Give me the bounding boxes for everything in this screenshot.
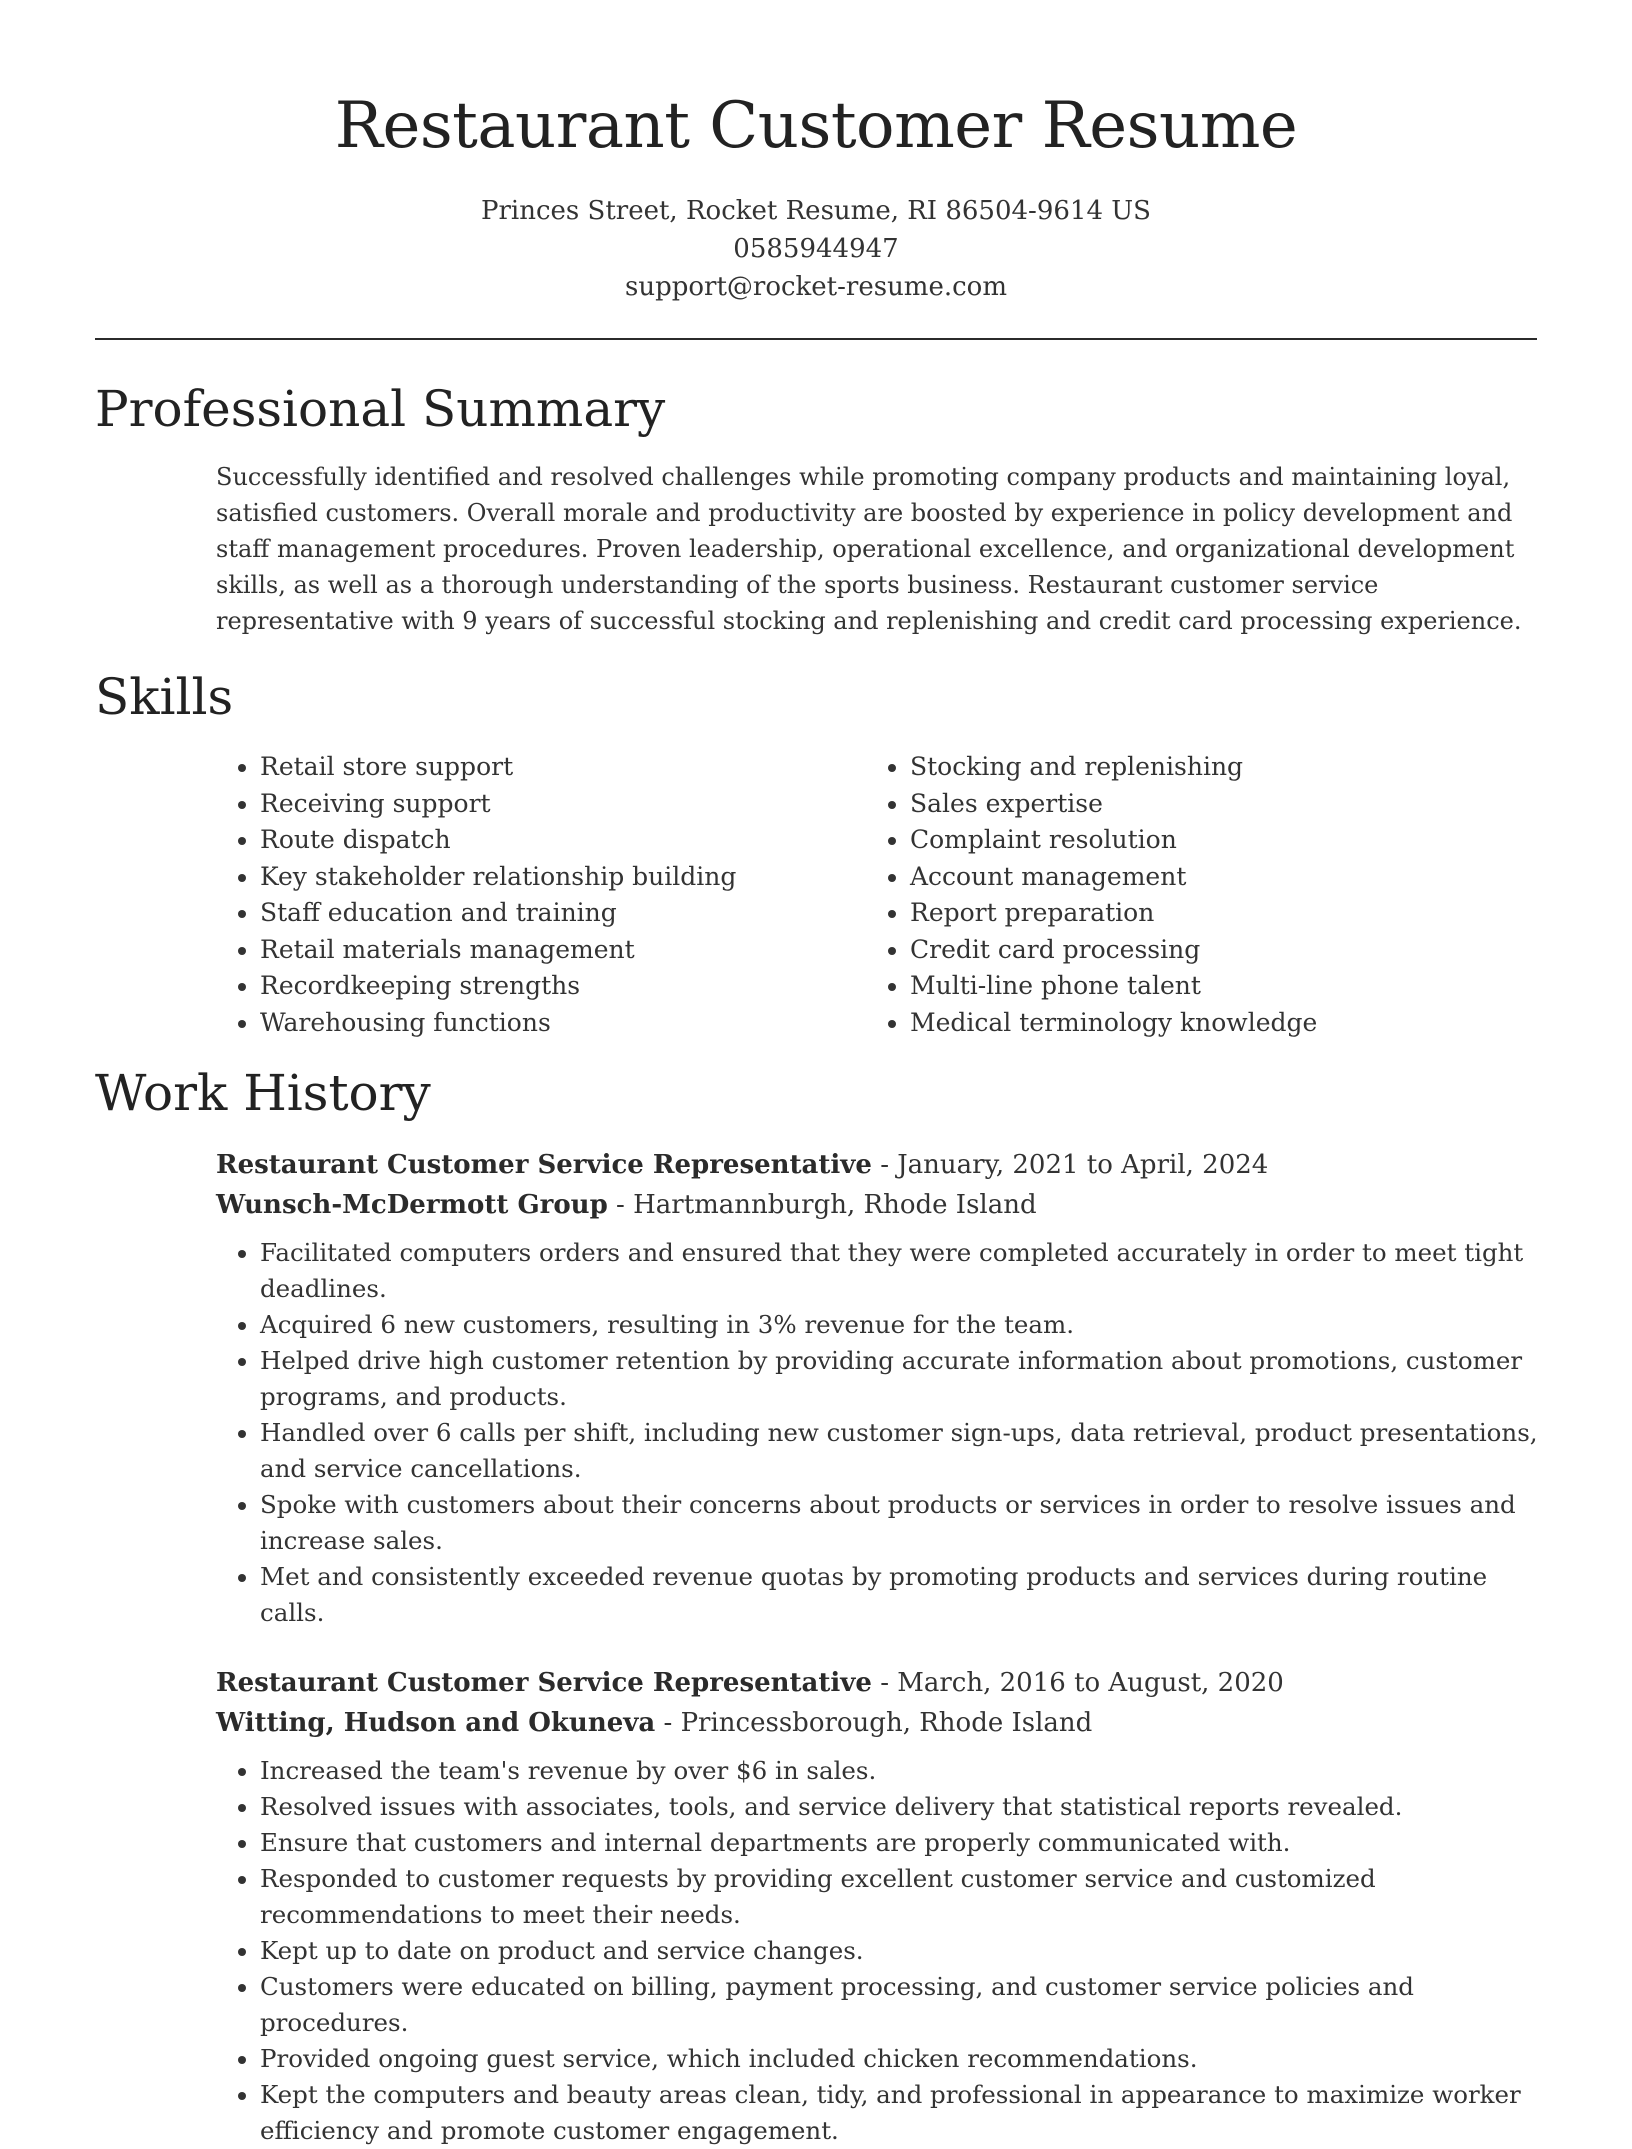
summary-heading: Professional Summary bbox=[95, 380, 666, 438]
job-bullet: • Increased the team's revenue by over $6 in sales. bbox=[260, 1753, 1541, 1789]
skills-column-left bbox=[216, 749, 866, 1041]
job-dates: January, 2021 to April, 2024 bbox=[897, 1150, 1269, 1180]
job-entry bbox=[216, 1145, 1537, 1631]
skill-item: • Warehousing functions bbox=[260, 1005, 866, 1042]
job-bullet: • Ensure that customers and internal departments are properly communicated with. bbox=[260, 1825, 1541, 1861]
skill-item: • Recordkeeping strengths bbox=[260, 968, 866, 1005]
job-location: Hartmannburgh, Rhode Island bbox=[633, 1190, 1037, 1220]
job-bullet: • Met and consistently exceeded revenue quotas by promoting products and services during routine calls. bbox=[260, 1559, 1541, 1631]
skill-item: • Complaint resolution bbox=[910, 822, 1510, 859]
resume-header bbox=[95, 0, 1537, 340]
job-bullet: • Responded to customer requests by providing excellent customer service and customized recommendations to meet their needs. bbox=[260, 1861, 1541, 1933]
separator: - bbox=[616, 1190, 634, 1220]
skill-item: • Report preparation bbox=[910, 895, 1510, 932]
contact-email: support@rocket-resume.com bbox=[624, 272, 1007, 302]
job-bullet: • Facilitated computers orders and ensured that they were completed accurately in order to meet tight deadlines. bbox=[260, 1235, 1541, 1307]
job-bullet: • Resolved issues with associates, tools, and service delivery that statistical reports revealed. bbox=[260, 1789, 1541, 1825]
skill-item: • Account management bbox=[910, 859, 1510, 896]
separator: - bbox=[880, 1668, 898, 1698]
skills-heading: Skills bbox=[95, 668, 234, 726]
job-bullets bbox=[216, 1753, 1541, 2149]
job-bullet: • Kept up to date on product and service changes. bbox=[260, 1933, 1541, 1969]
work-history-heading: Work History bbox=[95, 1064, 431, 1122]
job-bullet: • Kept the computers and beauty areas clean, tidy, and professional in appearance to maximize worker efficiency and promote customer engagement. bbox=[260, 2077, 1541, 2149]
job-role: Restaurant Customer Service Representative bbox=[216, 1150, 872, 1180]
job-bullet: • Spoke with customers about their concerns about products or services in order to resolve issues and increase sales. bbox=[260, 1487, 1541, 1559]
job-company: Witting, Hudson and Okuneva bbox=[216, 1708, 656, 1738]
separator: - bbox=[663, 1708, 681, 1738]
job-dates: March, 2016 to August, 2020 bbox=[897, 1668, 1284, 1698]
job-title-line bbox=[216, 1663, 1537, 1703]
skills-column-right bbox=[866, 749, 1510, 1041]
skill-item: • Route dispatch bbox=[260, 822, 866, 859]
skill-item: • Retail materials management bbox=[260, 932, 866, 969]
skill-item: • Medical terminology knowledge bbox=[910, 1005, 1510, 1042]
resume-page bbox=[95, 0, 1537, 2149]
job-location: Princessborough, Rhode Island bbox=[680, 1708, 1093, 1738]
summary-text: Successfully identified and resolved challenges while promoting company products and maintaining loyal, satisfied customers. Overall morale and productivity are boosted by experience in policy development and staff management procedures. Proven leadership, operational excellence, and organizational development skills, as well as a thorough understanding of the sports business. Restaurant customer service representative with 9 years of successful stocking and replenishing and credit card processing experience. bbox=[216, 463, 1522, 635]
job-company-line bbox=[216, 1703, 1537, 1743]
job-bullet: • Customers were educated on billing, payment processing, and customer service policies and procedures. bbox=[260, 1969, 1541, 2041]
job-company: Wunsch-McDermott Group bbox=[216, 1190, 608, 1220]
skills-list bbox=[216, 749, 1537, 1041]
skill-item: • Receiving support bbox=[260, 786, 866, 823]
job-role: Restaurant Customer Service Representative bbox=[216, 1668, 872, 1698]
header-divider bbox=[95, 338, 1537, 340]
job-bullet: • Handled over 6 calls per shift, including new customer sign-ups, data retrieval, product presentations, and service cancellations. bbox=[260, 1415, 1541, 1487]
resume-name: Restaurant Customer Resume bbox=[334, 89, 1298, 163]
job-bullets bbox=[216, 1235, 1541, 1631]
job-company-line bbox=[216, 1185, 1537, 1225]
contact-block bbox=[95, 192, 1537, 306]
job-bullet: • Acquired 6 new customers, resulting in 3% revenue for the team. bbox=[260, 1307, 1541, 1343]
skill-item: • Multi-line phone talent bbox=[910, 968, 1510, 1005]
skill-item: • Staff education and training bbox=[260, 895, 866, 932]
job-bullet: • Helped drive high customer retention by providing accurate information about promotions, customer programs, and products. bbox=[260, 1343, 1541, 1415]
separator: - bbox=[880, 1150, 898, 1180]
job-bullet: • Provided ongoing guest service, which included chicken recommendations. bbox=[260, 2041, 1541, 2077]
skill-item: • Stocking and replenishing bbox=[910, 749, 1510, 786]
contact-phone: 0585944947 bbox=[733, 234, 899, 264]
job-entry bbox=[216, 1663, 1537, 2149]
contact-address: Princes Street, Rocket Resume, RI 86504-9614 US bbox=[480, 196, 1151, 226]
skill-item: • Credit card processing bbox=[910, 932, 1510, 969]
job-title-line bbox=[216, 1145, 1537, 1185]
skill-item: • Retail store support bbox=[260, 749, 866, 786]
skill-item: • Sales expertise bbox=[910, 786, 1510, 823]
skill-item: • Key stakeholder relationship building bbox=[260, 859, 866, 896]
